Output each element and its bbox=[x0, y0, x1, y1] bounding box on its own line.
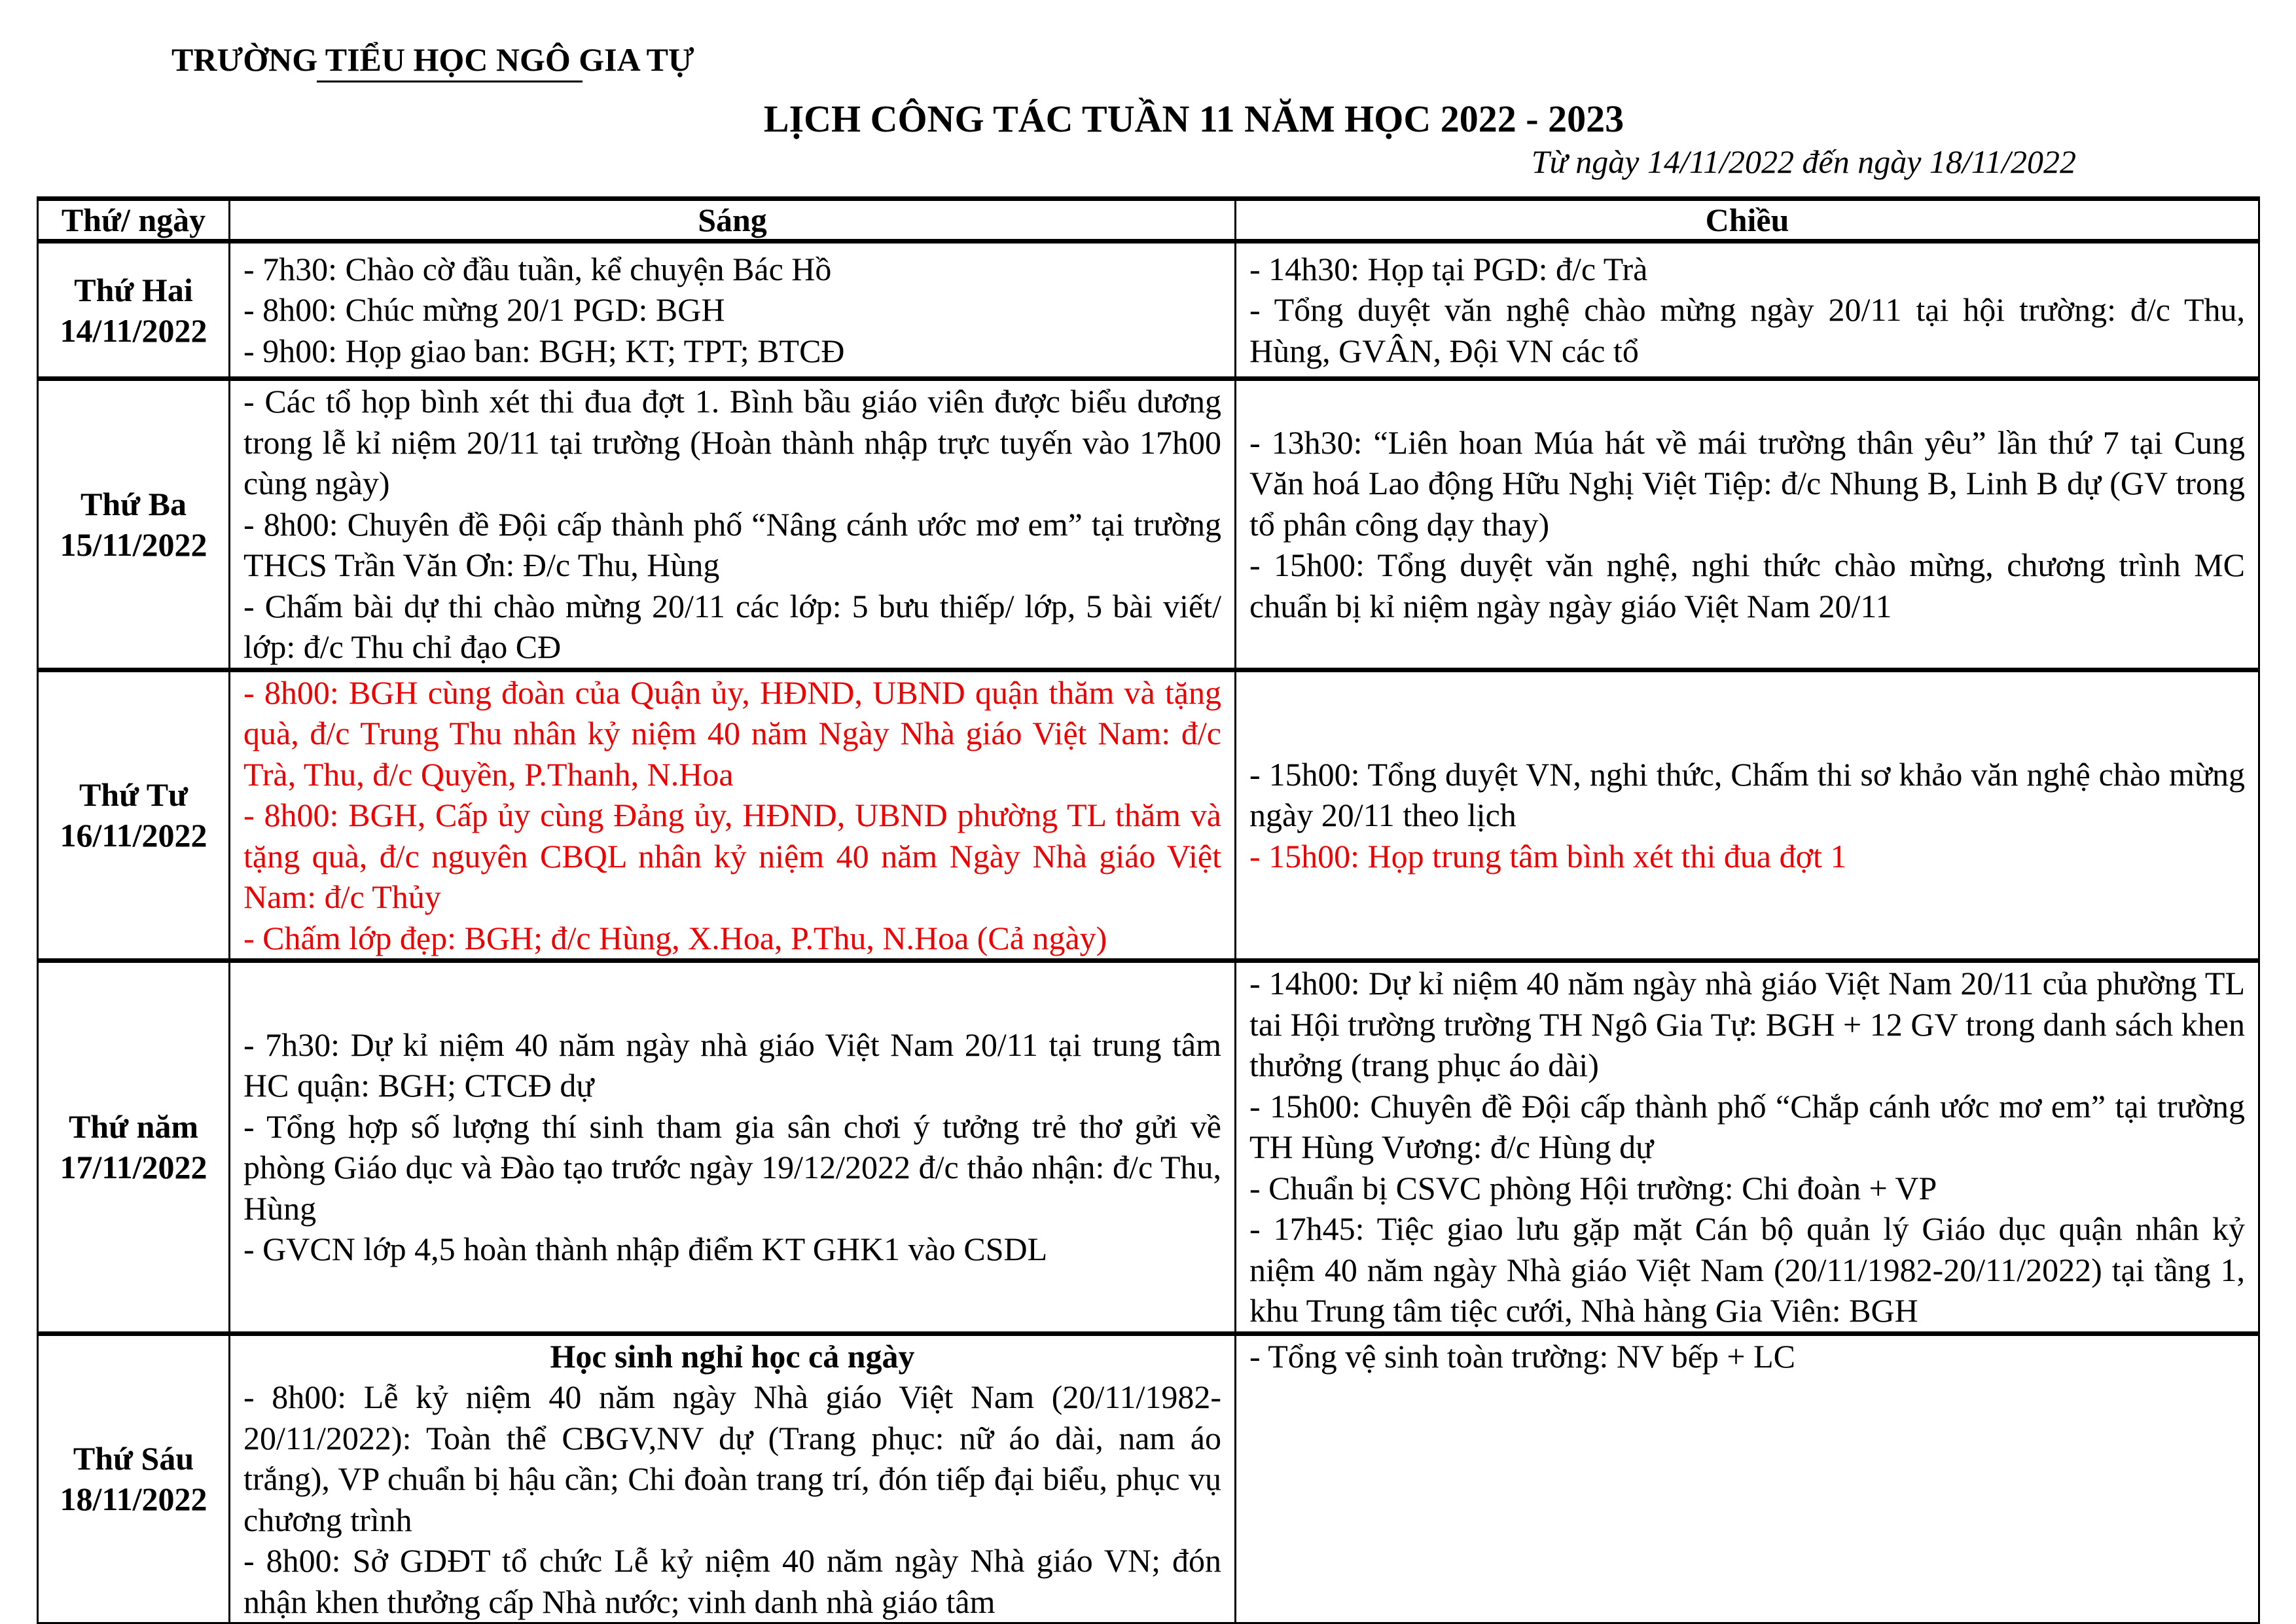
schedule-item: - 17h45: Tiệc giao lưu gặp mặt Cán bộ quản lý Giáo dục quận nhân kỷ niệm 40 năm ngày Nhà giáo Việt Nam (20/11/1982-20/11/2022) tại tầng 1, khu Trung tâm tiệc cưới, Nhà hàng Gia Viên: BGH bbox=[1249, 1210, 2245, 1329]
afternoon-cell bbox=[1236, 379, 2259, 670]
schedule-item: - 7h30: Dự kỉ niệm 40 năm ngày nhà giáo Việt Nam 20/11 tại trung tâm HC quận: BGH; CTCĐ dự bbox=[243, 1026, 1221, 1104]
day-cell bbox=[38, 1333, 230, 1623]
schedule-item: - Chuẩn bị CSVC phòng Hội trường: Chi đoàn + VP bbox=[1249, 1169, 1937, 1206]
table-row bbox=[38, 670, 2259, 961]
day-date: 15/11/2022 bbox=[60, 526, 207, 563]
schedule-item: - 15h00: Chuyên đề Đội cấp thành phố “Chắp cánh ước mơ em” tại trường TH Hùng Vương: đ/c Hùng dự bbox=[1249, 1087, 2245, 1165]
schedule-item: - 8h00: Chuyên đề Đội cấp thành phố “Nâng cánh ước mơ em” tại trường THCS Trần Văn Ơn: Đ/c Thu, Hùng bbox=[243, 505, 1221, 583]
schedule-item: - Tổng vệ sinh toàn trường: NV bếp + LC bbox=[1249, 1337, 1795, 1375]
schedule-item: - 8h00: Chúc mừng 20/1 PGD: BGH bbox=[243, 291, 725, 329]
schedule-item: - 8h00: Sở GDĐT tổ chức Lễ kỷ niệm 40 năm ngày Nhà giáo VN; đón nhận khen thưởng cấp Nhà nước; vinh danh nhà giáo tâm bbox=[243, 1542, 1221, 1620]
day-cell bbox=[38, 242, 230, 379]
schedule-item: - 14h30: Họp tại PGD: đ/c Trà bbox=[1249, 250, 1648, 287]
document-title-text: LỊCH CÔNG TÁC TUẦN 11 NĂM HỌC 2022 - 2023 bbox=[763, 98, 1624, 140]
day-name: Thứ Tư bbox=[79, 776, 188, 814]
day-name: Thứ Ba bbox=[80, 485, 187, 522]
schedule-item: - Các tổ họp bình xét thi đua đợt 1. Bình bầu giáo viên được biểu dương trong lễ kỉ niệm 20/11 tại trường (Hoàn thành nhập trực tuyến vào 17h00 cùng ngày) bbox=[243, 383, 1221, 501]
day-date: 18/11/2022 bbox=[60, 1481, 207, 1518]
schedule-item: - 15h00: Tổng duyệt văn nghệ, nghi thức chào mừng, chương trình MC chuẩn bị kỉ niệm ngày ngày giáo Việt Nam 20/11 bbox=[1249, 547, 2245, 624]
schedule-item: - Tổng hợp số lượng thí sinh tham gia sân chơi ý tưởng trẻ thơ gửi về phòng Giáo dục và Đào tạo trước ngày 19/12/2022 đ/c thảo nhận: đ/c Thu, Hùng bbox=[243, 1108, 1221, 1227]
school-name-underline bbox=[317, 81, 583, 82]
morning-heading: Học sinh nghỉ học cả ngày bbox=[550, 1337, 915, 1375]
morning-cell bbox=[230, 1333, 1236, 1623]
day-name: Thứ năm bbox=[68, 1108, 199, 1146]
morning-cell bbox=[230, 961, 1236, 1334]
day-date: 14/11/2022 bbox=[60, 312, 207, 349]
column-header-afternoon: Chiều bbox=[1236, 199, 2259, 242]
schedule-item: - 8h00: BGH, Cấp ủy cùng Đảng ủy, HĐND, UBND phường TL thăm và tặng quà, đ/c nguyên CBQL nhân kỷ niệm 40 năm Ngày Nhà giáo Việt Nam: đ/c Thủy bbox=[243, 797, 1221, 915]
school-name: TRƯỜNG TIỂU HỌC NGÔ GIA TỰ bbox=[171, 41, 694, 78]
schedule-item: - 13h30: “Liên hoan Múa hát về mái trường thân yêu” lần thứ 7 tại Cung Văn hoá Lao động Hữu Nghị Việt Tiệp: đ/c Nhung B, Linh B dự (GV trong tổ phân công dạy thay) bbox=[1249, 424, 2245, 543]
table-row bbox=[38, 242, 2259, 379]
morning-cell bbox=[230, 242, 1236, 379]
column-header-day: Thứ/ ngày bbox=[38, 199, 230, 242]
schedule-item: - 14h00: Dự kỉ niệm 40 năm ngày nhà giáo Việt Nam 20/11 của phường TL tai Hội trường trường TH Ngô Gia Tự: BGH + 12 GV trong danh sách khen thưởng (trang phục áo dài) bbox=[1249, 965, 2245, 1083]
morning-cell bbox=[230, 379, 1236, 670]
schedule-item: - 8h00: Lễ kỷ niệm 40 năm ngày Nhà giáo Việt Nam (20/11/1982-20/11/2022): Toàn thể CBGV,NV dự (Trang phục: nữ áo dài, nam áo trắng), VP chuẩn bị hậu cần; Chi đoàn trang trí, đón tiếp đại biểu, phục vụ chương trình bbox=[243, 1379, 1221, 1538]
day-cell bbox=[38, 961, 230, 1334]
schedule-item: - GVCN lớp 4,5 hoàn thành nhập điểm KT GHK1 vào CSDL bbox=[243, 1231, 1048, 1268]
schedule-item: - Tổng duyệt văn nghệ chào mừng ngày 20/11 tại hội trường: đ/c Thu, Hùng, GVÂN, Đội VN các tổ bbox=[1249, 291, 2245, 369]
afternoon-cell bbox=[1236, 670, 2259, 961]
column-header-morning: Sáng bbox=[230, 199, 1236, 242]
document-title bbox=[0, 97, 2296, 141]
table-header-row bbox=[38, 199, 2259, 242]
day-name: Thứ Hai bbox=[74, 271, 193, 308]
table-row bbox=[38, 379, 2259, 670]
day-date: 17/11/2022 bbox=[60, 1149, 207, 1186]
date-range: Từ ngày 14/11/2022 đến ngày 18/11/2022 bbox=[1531, 143, 2076, 180]
day-cell bbox=[38, 670, 230, 961]
schedule-item: - 15h00: Họp trung tâm bình xét thi đua đợt 1 bbox=[1249, 837, 1847, 875]
afternoon-cell bbox=[1236, 242, 2259, 379]
day-date: 16/11/2022 bbox=[60, 817, 207, 854]
schedule-item: - Chấm bài dự thi chào mừng 20/11 các lớp: 5 bưu thiếp/ lớp, 5 bài viết/ lớp: đ/c Thu chỉ đạo CĐ bbox=[243, 587, 1221, 665]
table-row bbox=[38, 1333, 2259, 1623]
day-cell bbox=[38, 379, 230, 670]
schedule-item: - 9h00: Họp giao ban: BGH; KT; TPT; BTCĐ bbox=[243, 332, 845, 369]
table-row bbox=[38, 961, 2259, 1334]
afternoon-cell bbox=[1236, 961, 2259, 1334]
schedule-item: - 8h00: BGH cùng đoàn của Quận ủy, HĐND, UBND quận thăm và tặng quà, đ/c Trung Thu nhân kỷ niệm 40 năm Ngày Nhà giáo Việt Nam: đ/c Trà, Thu, đ/c Quyền, P.Thanh, N.Hoa bbox=[243, 674, 1221, 793]
schedule-table bbox=[37, 196, 2260, 1624]
schedule-item: - 15h00: Tổng duyệt VN, nghi thức, Chấm thi sơ khảo văn nghệ chào mừng ngày 20/11 theo lịch bbox=[1249, 755, 2245, 833]
schedule-item: - 7h30: Chào cờ đầu tuần, kể chuyện Bác Hồ bbox=[243, 250, 832, 287]
afternoon-cell bbox=[1236, 1333, 2259, 1623]
schedule-item: - Chấm lớp đẹp: BGH; đ/c Hùng, X.Hoa, P.Thu, N.Hoa (Cả ngày) bbox=[243, 919, 1107, 956]
morning-cell bbox=[230, 670, 1236, 961]
day-name: Thứ Sáu bbox=[73, 1440, 194, 1477]
